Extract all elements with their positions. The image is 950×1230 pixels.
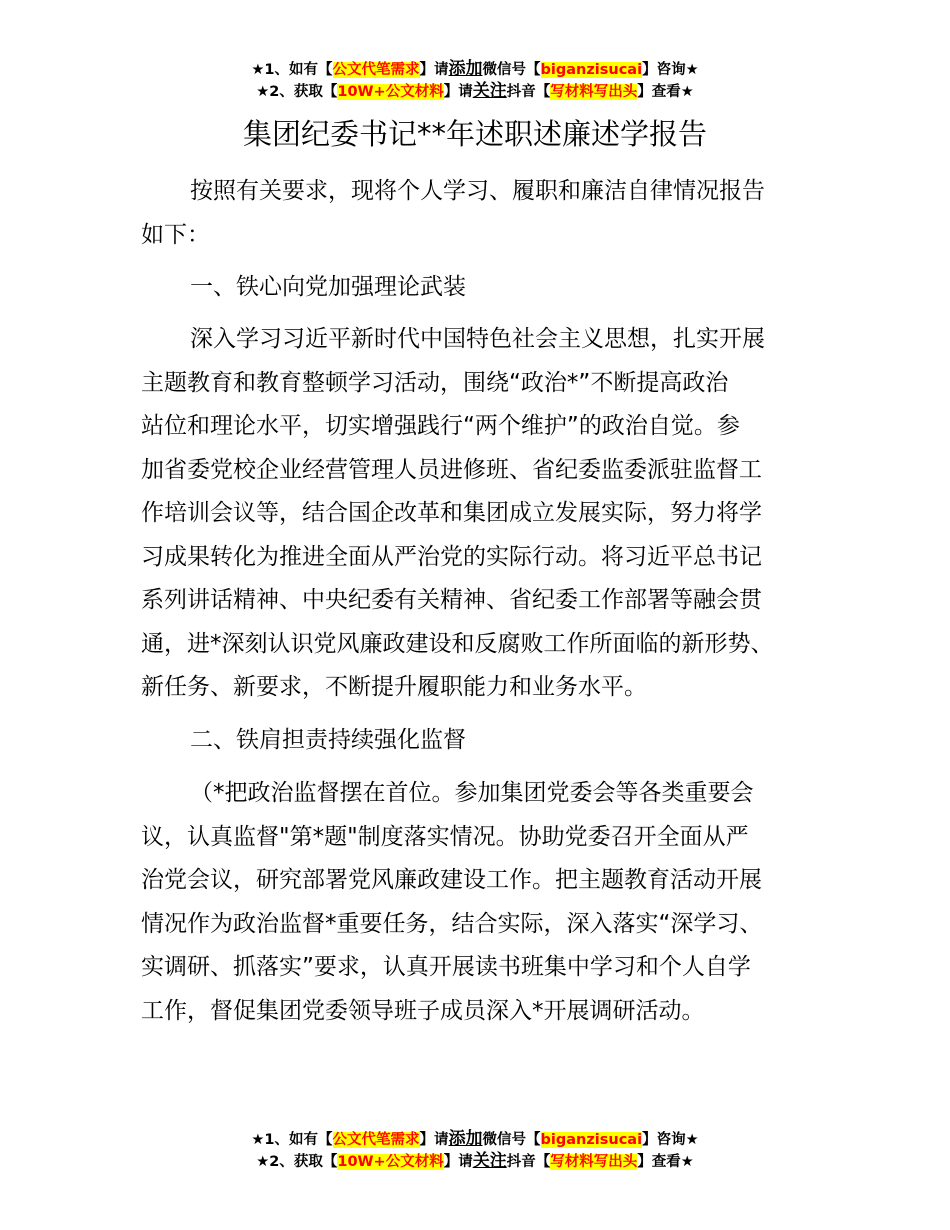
heading-text: 一、铁心向党加强理论武装	[190, 274, 466, 300]
promo-highlight: biganzisucai	[540, 62, 643, 78]
text-line: 治党会议，研究部署党风廉政建设工作。把主题教育活动开展	[141, 867, 762, 893]
section-heading-1	[141, 266, 831, 310]
text-line: 如下：	[141, 221, 210, 248]
text-line: 议，认真监督"第*题"制度落实情况。协助党委召开全面从严	[141, 823, 749, 850]
promo-text: 】查看★	[637, 1154, 694, 1170]
promo-line-1	[0, 1128, 950, 1150]
promo-highlight: biganzisucai	[540, 1132, 643, 1148]
footer-promo	[0, 1128, 950, 1172]
text-line: 新任务、新要求，不断提升履职能力和业务水平。	[141, 674, 647, 700]
promo-highlight: 写材料写出头	[550, 84, 638, 100]
promo-text: ★1、如有【	[251, 62, 333, 78]
intro-paragraph	[141, 170, 831, 257]
section-paragraph-2	[141, 772, 831, 1033]
text-line: 情况作为政治监督*重要任务，结合实际，深入落实“深学习、	[141, 910, 763, 937]
header-promo	[0, 58, 950, 102]
promo-highlight: 10W+公文材料	[337, 1154, 444, 1170]
promo-emphasis: 关注	[472, 81, 507, 101]
text-line: 按照有关要求，现将个人学习、履职和廉洁自律情况报告	[190, 178, 765, 204]
promo-line-2	[0, 80, 950, 102]
heading-text: 二、铁肩担责持续强化监督	[190, 727, 466, 753]
text-line: 系列讲话精神、中央纪委有关精神、省纪委工作部署等融会贯	[141, 587, 762, 613]
text-line: 工作，督促集团党委领导班子成员深入*开展调研活动。	[141, 997, 705, 1024]
promo-text: 抖音【	[506, 84, 551, 100]
promo-highlight: 公文代笔需求	[332, 62, 420, 78]
promo-highlight: 写材料写出头	[550, 1154, 638, 1170]
promo-text: ★1、如有【	[251, 1132, 333, 1148]
text-line: 作培训会议等，结合国企改革和集团成立发展实际，努力将学	[141, 500, 762, 526]
promo-text: 】咨询★	[642, 62, 699, 78]
text-line: 加省委党校企业经营管理人员进修班、省纪委监委派驻监督工	[141, 456, 762, 483]
promo-emphasis: 关注	[472, 1151, 507, 1171]
promo-text: 】咨询★	[642, 1132, 699, 1148]
document-title: 集团纪委书记**年述职述廉述学报告	[242, 117, 707, 151]
text-line: 习成果转化为推进全面从严治党的实际行动。将习近平总书记	[141, 543, 762, 570]
text-line: （*把政治监督摆在首位。参加集团党委会等各类重要会	[190, 780, 754, 806]
promo-text: 微信号【	[482, 62, 541, 78]
promo-text: 抖音【	[506, 1154, 551, 1170]
text-line: 主题教育和教育整顿学习活动，围绕“政治*”不断提高政治	[141, 369, 729, 396]
text-line: 通，进*深刻认识党风廉政建设和反腐败工作所面临的新形势、	[141, 630, 774, 657]
promo-text: 】请	[443, 1154, 473, 1170]
text-line: 实调研、抓落实”要求，认真开展读书班集中学习和个人自学	[141, 954, 751, 980]
promo-text: 】请	[419, 1132, 449, 1148]
promo-text: ★2、获取【	[256, 1154, 338, 1170]
promo-line-2	[0, 1150, 950, 1172]
promo-text: ★2、获取【	[256, 84, 338, 100]
text-line: 深入学习习近平新时代中国特色社会主义思想，扎实开展	[190, 326, 765, 352]
promo-emphasis: 添加	[448, 1129, 483, 1149]
promo-emphasis: 添加	[448, 59, 483, 79]
section-heading-2	[141, 719, 831, 763]
promo-highlight: 10W+公文材料	[337, 84, 444, 100]
section-paragraph-1	[141, 318, 831, 710]
promo-highlight: 公文代笔需求	[332, 1132, 420, 1148]
promo-text: 】请	[419, 62, 449, 78]
promo-text: 微信号【	[482, 1132, 541, 1148]
promo-text: 】查看★	[637, 84, 694, 100]
text-line: 站位和理论水平，切实增强践行“两个维护”的政治自觉。参	[141, 413, 740, 439]
promo-line-1	[0, 58, 950, 80]
promo-text: 】请	[443, 84, 473, 100]
